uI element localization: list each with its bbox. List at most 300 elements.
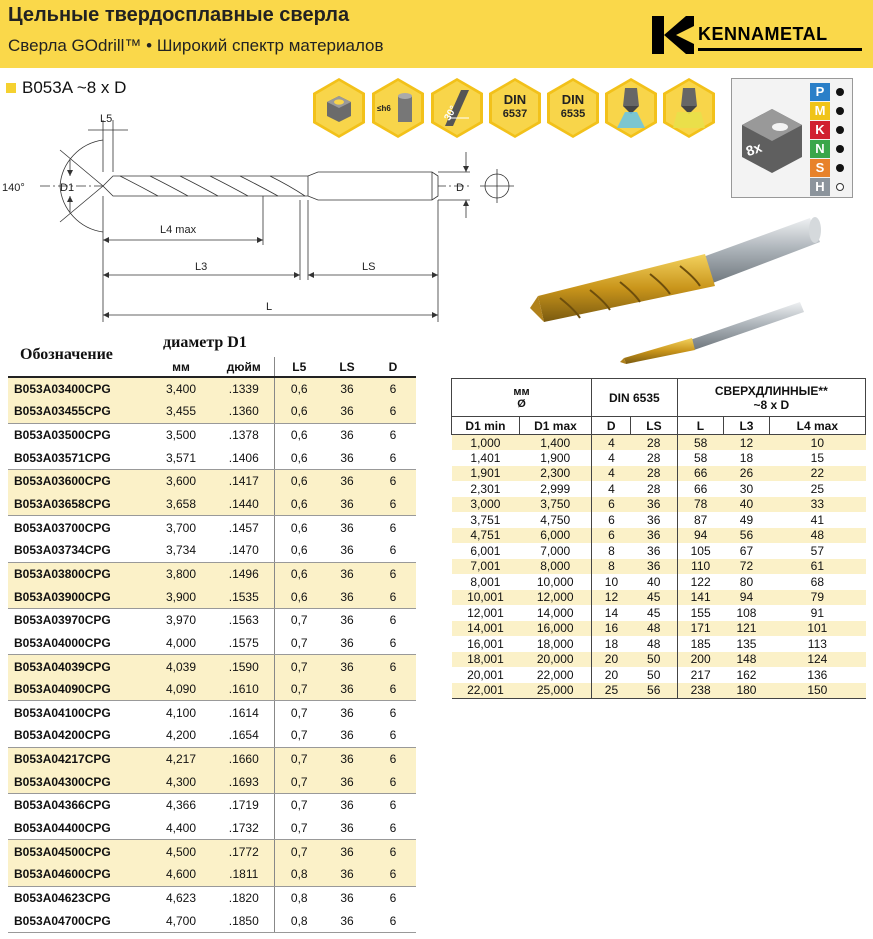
value-cell: 4,750 [540,512,571,527]
value-cell: 56 [631,683,677,699]
value-cell: 4 [592,481,631,497]
designation-cell: B053A04600CPG [8,863,148,886]
value-cell: 40 [647,574,661,589]
value-cell: 14 [592,605,631,621]
iso-row-n [810,140,852,158]
value-cell: 26 [724,466,770,482]
value-cell: 36 [340,428,354,443]
value-cell: 36 [324,747,370,770]
table-row [8,423,416,446]
table-row [8,493,416,516]
value-cell: .1660 [214,747,274,770]
value-cell: 113 [807,636,827,651]
value-cell: 36 [324,400,370,423]
value-cell: 3,500 [165,428,197,443]
value-cell: 3,751 [470,512,501,527]
iso-letter: S [810,159,830,177]
table-row [452,683,866,699]
value-cell: 3,455 [148,400,214,423]
designation-cell: B053A04400CPG [8,817,148,840]
value-cell: 4 [592,466,631,482]
value-cell: 238 [677,683,724,699]
value-cell: 4,000 [148,632,214,655]
table-row [8,608,416,631]
table-row [452,667,866,683]
value-cell: 135 [736,636,757,651]
table-row [8,516,416,539]
value-cell: 8,001 [470,574,501,589]
value-cell: 58 [677,450,724,466]
table-row [8,678,416,701]
sub-inch-header: дюйм [214,357,274,377]
iso-dot-icon [836,88,844,96]
table-row [8,400,416,423]
col-d-header: D [370,357,416,377]
din-6535-icon: DIN 6535 [547,78,599,138]
value-cell: 8 [592,543,631,559]
designation-cell: B053A03600CPG [8,470,148,493]
value-cell: 4,090 [148,678,214,701]
value-cell: 3,700 [165,520,197,535]
model-label: B053A ~8 x D [22,78,127,97]
value-cell: 180 [724,683,770,699]
value-cell: 36 [324,446,370,469]
value-cell: 4,600 [148,863,214,886]
value-cell: 6 [592,528,631,544]
value-cell: .1339 [214,377,274,400]
value-cell: 36 [647,543,661,558]
table-row [8,863,416,886]
angle-label: 140° [2,182,25,194]
model-heading [6,78,126,98]
value-cell: 6 [370,678,416,701]
l5-label: L5 [100,113,113,125]
l-label: L [266,301,273,313]
value-cell: 16,001 [467,636,504,651]
value-cell: 22 [769,466,865,482]
col-header: D1 min [452,417,520,435]
kennametal-k-icon [652,14,694,56]
value-cell: 48 [631,621,677,637]
value-cell: 0,7 [274,770,324,793]
iso-letter: M [810,102,830,120]
value-cell: 0,6 [274,562,324,585]
kennametal-logo [652,14,862,56]
designation-cell: B053A03658CPG [8,493,148,516]
mm-dia-header: мм Ø [452,379,592,417]
table-row [8,886,416,909]
ls-label: LS [362,261,376,273]
col-header: L4 max [769,417,865,435]
value-cell: 4,700 [148,909,214,932]
value-cell: 25 [592,683,631,699]
value-cell: 3,734 [148,539,214,562]
table-row [452,636,866,652]
iso-dot-icon [836,126,844,134]
value-cell: 155 [677,605,724,621]
value-cell: 217 [677,667,724,683]
designation-cell: B053A03400CPG [8,377,148,400]
page-subtitle: Сверла GOdrill™ • Широкий спектр материалов [8,36,384,55]
l3-label: L3 [195,261,208,273]
value-cell: 18 [592,636,631,652]
value-cell: .1614 [228,705,259,720]
value-cell: 6 [370,539,416,562]
value-cell: .1535 [214,585,274,608]
iso-letter: H [810,178,830,196]
value-cell: 6 [389,428,397,443]
col-header: LS [631,417,677,435]
table-row [452,435,866,451]
value-cell: 6 [389,705,397,720]
value-cell: 36 [324,724,370,747]
col-header: D [592,417,631,435]
designation-cell: B053A03455CPG [8,400,148,423]
left-product-table [8,357,416,933]
value-cell: 6 [370,724,416,747]
value-cell: .1417 [214,470,274,493]
value-cell: 0,6 [274,446,324,469]
table-row [452,605,866,621]
din-6535-header: DIN 6535 [592,379,678,417]
din-6537-icon: DIN 6537 [489,78,541,138]
designation-cell: B053A04039CPG [8,655,148,678]
designation-cell: B053A04200CPG [8,724,148,747]
value-cell: 0,7 [274,724,324,747]
value-cell: 15 [810,450,825,465]
value-cell: 80 [739,574,754,589]
value-cell: 18 [739,450,754,465]
value-cell: 12,001 [467,605,504,620]
value-cell: 45 [647,605,661,620]
value-cell: 1,900 [540,450,571,465]
value-cell: 16 [592,621,631,637]
value-cell: 3,800 [148,562,214,585]
designation-cell: B053A03900CPG [8,585,148,608]
table-row [8,817,416,840]
value-cell: 6 [370,446,416,469]
iso-letter: K [810,121,830,139]
col-l5-header: L5 [274,357,324,377]
value-cell: 200 [677,652,724,668]
designation-cell: B053A04500CPG [8,840,148,863]
value-cell: 50 [631,652,677,668]
value-cell: 36 [340,798,354,813]
value-cell: 36 [340,613,354,628]
value-cell: 36 [324,863,370,886]
value-cell: 28 [647,481,661,496]
table-row [452,652,866,668]
value-cell: 66 [677,466,724,482]
col-header: L [677,417,724,435]
table-row [8,585,416,608]
value-cell: 36 [324,840,370,863]
table-row [452,528,866,544]
table-row [452,621,866,637]
value-cell: 4,366 [165,798,197,813]
value-cell: 10,001 [452,590,520,606]
iso-dot-icon [836,183,844,191]
value-cell: 28 [631,466,677,482]
value-cell: 6,000 [519,528,591,544]
value-cell: 87 [677,512,724,528]
designation-cell: B053A04366CPG [14,798,111,813]
value-cell: 6 [370,377,416,400]
value-cell: 6 [370,747,416,770]
value-cell: 18,000 [536,636,574,651]
value-cell: 4 [592,450,631,466]
designation-cell: B053A03500CPG [14,428,111,443]
d1-label: D1 [60,182,75,194]
brand-name: KENNAMETAL [698,24,828,44]
value-cell: 36 [324,562,370,585]
value-cell: 4,400 [148,817,214,840]
table-row [8,840,416,863]
value-cell: .1820 [228,890,259,905]
col-d1-header: диаметр D1 [163,334,247,351]
value-cell: .1654 [214,724,274,747]
iso-letter: N [810,140,830,158]
table-row [452,481,866,497]
value-cell: 72 [724,559,770,575]
value-cell: .1590 [214,655,274,678]
iso-material-box [731,78,853,198]
value-cell: 20,001 [467,667,504,682]
value-cell: .1610 [214,678,274,701]
value-cell: .1732 [214,817,274,840]
value-cell: 36 [324,470,370,493]
right-dimension-table [451,378,866,699]
value-cell: 105 [677,543,724,559]
table-row [452,590,866,606]
iso-row-h [810,178,852,196]
designation-cell: B053A04090CPG [8,678,148,701]
value-cell: 0,6 [274,423,324,446]
value-cell: .1693 [214,770,274,793]
value-cell: 8,000 [519,559,591,575]
value-cell: 0,6 [274,493,324,516]
extra-long-header: СВЕРХДЛИННЫЕ** ~8 x D [677,379,865,417]
value-cell: 28 [631,435,677,451]
page-title: Цельные твердосплавные сверла [8,4,350,26]
col-header: L3 [724,417,770,435]
value-cell: 50 [647,667,661,682]
value-cell: 94 [677,528,724,544]
value-cell: 79 [769,590,865,606]
iso-letter: P [810,83,830,101]
value-cell: 148 [724,652,770,668]
value-cell: 57 [810,543,825,558]
value-cell: 14,000 [536,605,574,620]
value-cell: 36 [631,559,677,575]
table-row [452,466,866,482]
value-cell: 36 [631,528,677,544]
value-cell: 6 [370,632,416,655]
value-cell: 66 [677,481,724,497]
value-cell: 41 [810,512,825,527]
value-cell: 22,001 [452,683,520,699]
value-cell: 36 [324,678,370,701]
value-cell: 6 [370,493,416,516]
value-cell: 0,6 [274,585,324,608]
model-marker [6,83,16,93]
value-cell: 4,500 [148,840,214,863]
designation-cell: B053A04700CPG [8,909,148,932]
d-label: D [456,182,464,194]
value-cell: 4,300 [148,770,214,793]
value-cell: 0,7 [274,608,324,631]
value-cell: 61 [769,559,865,575]
value-cell: 36 [324,539,370,562]
value-cell: 67 [739,543,754,558]
value-cell: 0,6 [274,516,324,539]
value-cell: 94 [724,590,770,606]
value-cell: 48 [769,528,865,544]
table-row [8,770,416,793]
iso-dot-icon [836,164,844,172]
value-cell: .1378 [228,428,259,443]
value-cell: 122 [677,574,724,590]
value-cell: 0,7 [274,840,324,863]
header-bar [0,0,873,68]
table-row [452,450,866,466]
value-cell: .1772 [214,840,274,863]
value-cell: 1,000 [452,435,520,451]
value-cell: 6 [370,470,416,493]
value-cell: 36 [631,497,677,513]
value-cell: 7,001 [452,559,520,575]
value-cell: 6 [370,909,416,932]
value-cell: 36 [324,817,370,840]
table-row [452,543,866,559]
h6-shank-icon: ≤h6 [372,78,424,138]
internal-coolant-icon [605,78,657,138]
iso-row-p [810,83,852,101]
value-cell: 1,901 [452,466,520,482]
designation-cell: B053A03700CPG [14,520,111,535]
value-cell: 68 [810,574,825,589]
value-cell: 0,7 [274,817,324,840]
designation-cell: B053A03571CPG [8,446,148,469]
value-cell: .1440 [214,493,274,516]
value-cell: .1360 [214,400,274,423]
value-cell: 0,7 [274,794,324,817]
logo-underline [698,48,862,51]
value-cell: 36 [647,512,661,527]
table-row [452,512,866,528]
drill-product-photo [520,210,870,370]
value-cell: 0,6 [274,470,324,493]
value-cell: 6 [370,400,416,423]
value-cell: 45 [631,590,677,606]
value-cell: 12 [592,590,631,606]
value-cell: 0,7 [274,701,324,724]
value-cell: 10 [769,435,865,451]
value-cell: 3,750 [519,497,591,513]
value-cell: 4,200 [148,724,214,747]
value-cell: 3,900 [148,585,214,608]
value-cell: 124 [769,652,865,668]
value-cell: 48 [647,636,661,651]
value-cell: 4,623 [165,890,197,905]
table-row [8,747,416,770]
value-cell: 16,000 [519,621,591,637]
value-cell: 14,001 [452,621,520,637]
value-cell: 141 [677,590,724,606]
value-cell: 36 [324,377,370,400]
value-cell: 2,300 [519,466,591,482]
helix-30-icon: 30° [431,78,483,138]
designation-cell: B053A04300CPG [8,770,148,793]
value-cell: 36 [340,705,354,720]
value-cell: 3,571 [148,446,214,469]
value-cell: 36 [324,655,370,678]
value-cell: 3,000 [452,497,520,513]
designation-cell: B053A03970CPG [14,613,111,628]
value-cell: .1470 [214,539,274,562]
iso-dot-icon [836,145,844,153]
value-cell: 6 [370,770,416,793]
value-cell: 33 [769,497,865,513]
value-cell: 0,8 [274,863,324,886]
value-cell: .1575 [214,632,274,655]
value-cell: .1811 [214,863,274,886]
designation-cell: B053A04000CPG [8,632,148,655]
value-cell: 0,8 [274,909,324,932]
value-cell: 18,001 [452,652,520,668]
designation-cell: B053A03734CPG [8,539,148,562]
value-cell: 12 [724,435,770,451]
value-cell: 36 [340,520,354,535]
table-row [452,497,866,513]
value-cell: 0,7 [274,655,324,678]
table-row [8,562,416,585]
value-cell: 6 [370,585,416,608]
value-cell: .1719 [228,798,259,813]
value-cell: 20 [592,667,631,683]
value-cell: 108 [736,605,757,620]
iso-row-s [810,159,852,177]
table-row [8,794,416,817]
value-cell: 20 [592,652,631,668]
iso-row-m [810,102,852,120]
value-cell: 6 [370,655,416,678]
designation-cell: B053A03800CPG [8,562,148,585]
value-cell: 25 [810,481,825,496]
designation-cell: B053A04217CPG [8,747,148,770]
value-cell: 28 [647,450,661,465]
value-cell: 30 [739,481,754,496]
value-cell: 0,6 [274,539,324,562]
value-cell: 6 [370,863,416,886]
value-cell: 3,658 [148,493,214,516]
col-designation-header: Обозначение [20,346,113,363]
value-cell: .1457 [228,520,259,535]
value-cell: 36 [324,632,370,655]
value-cell: 2,301 [470,481,501,496]
value-cell: 1,401 [470,450,501,465]
value-cell: .1496 [214,562,274,585]
value-cell: 150 [769,683,865,699]
table-row [8,470,416,493]
value-cell: 25,000 [519,683,591,699]
iso-dot-icon [836,107,844,115]
table-row [8,632,416,655]
value-cell: 3,600 [148,470,214,493]
value-cell: 110 [677,559,724,575]
value-cell: 6,001 [470,543,501,558]
8x-label: 8x [743,138,764,160]
